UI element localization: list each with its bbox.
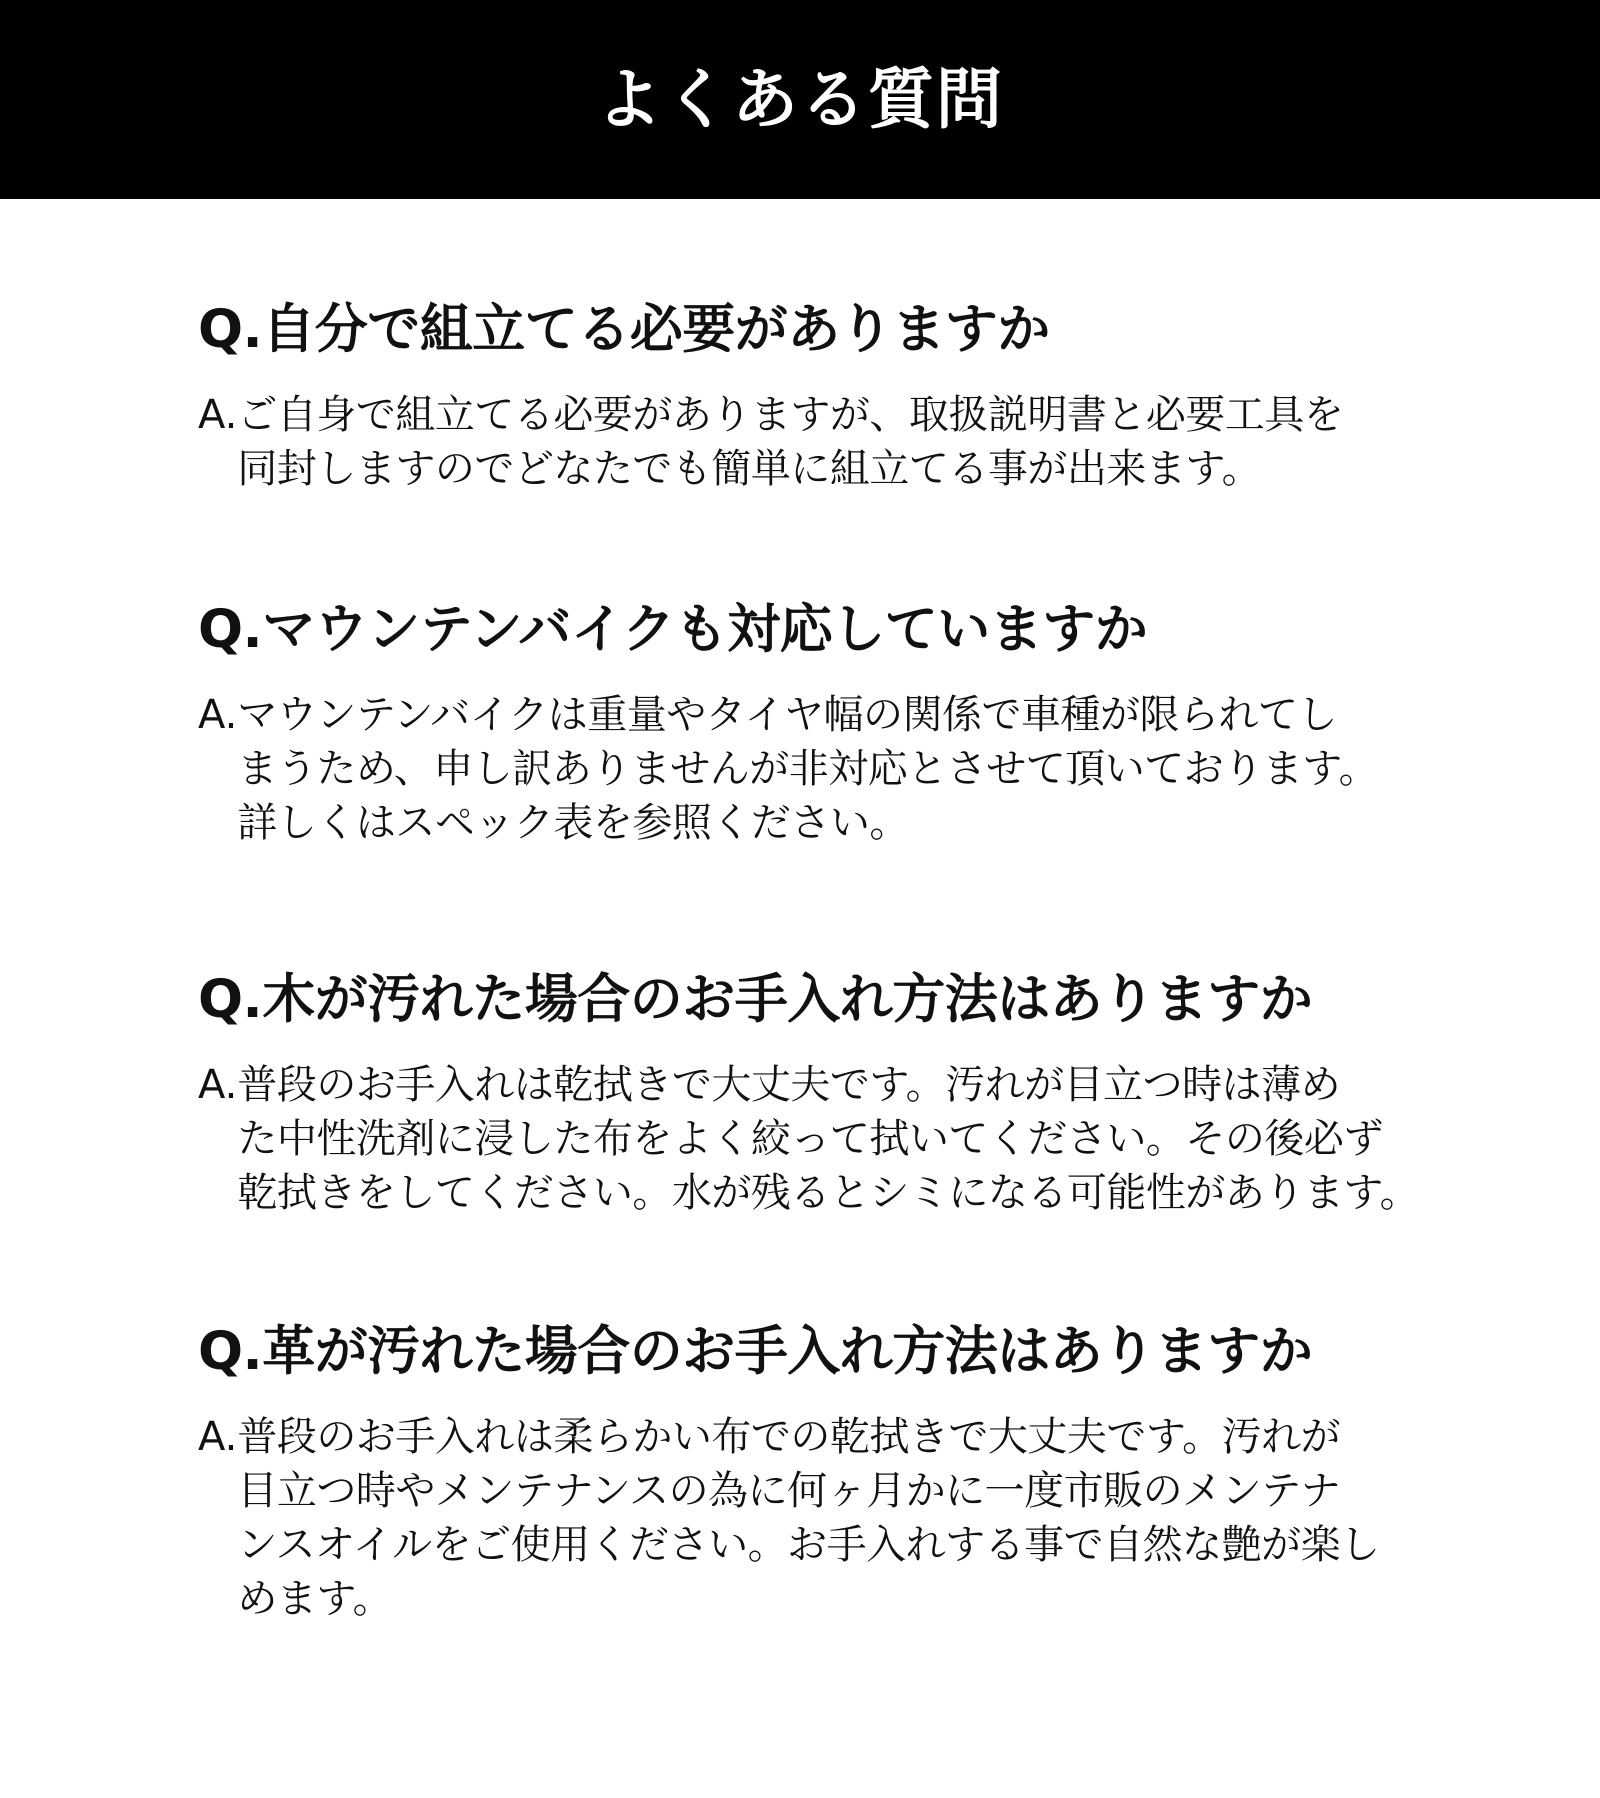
answer-prefix: A.	[198, 1061, 238, 1108]
answer-text	[237, 1410, 1418, 1626]
faq-item	[198, 968, 1418, 1220]
answer-prefix: A.	[198, 1413, 238, 1460]
answer-line: ンスオイルをご使用ください。お手入れする事で自然な艶が楽し	[237, 1521, 1380, 1568]
answer-line: た中性洗剤に浸した布をよく絞って拭いてください。その後必ず	[237, 1115, 1383, 1162]
faq-question: Q.自分で組立てる必要がありますか	[198, 299, 1050, 360]
faq-item	[198, 298, 1418, 496]
answer-prefix: A.	[198, 391, 238, 438]
faq-question: Q.マウンテンバイクも対応していますか	[198, 599, 1148, 660]
faq-answer	[198, 388, 1418, 496]
answer-line: 詳しくはスペック表を参照ください。	[237, 799, 909, 846]
faq-answer	[198, 1410, 1418, 1626]
faq-question: Q.革が汚れた場合のお手入れ方法はありますか	[198, 1321, 1313, 1382]
answer-line: ご自身で組立てる必要がありますが、取扱説明書と必要工具を	[237, 391, 1344, 438]
answer-prefix: A.	[198, 691, 238, 738]
answer-line: まうため、申し訳ありませんが非対応とさせて頂いております。	[237, 745, 1379, 792]
faq-question: Q.木が汚れた場合のお手入れ方法はありますか	[198, 969, 1313, 1030]
answer-line: 目立つ時やメンテナンスの為に何ヶ月かに一度市販のメンテナ	[237, 1467, 1341, 1514]
answer-line: めます。	[237, 1575, 393, 1622]
faq-item	[198, 1320, 1418, 1626]
page-title: よくある質問	[596, 60, 1004, 138]
faq-answer	[198, 688, 1418, 850]
answer-line: 普段のお手入れは柔らかい布での乾拭きで大丈夫です。汚れが	[237, 1413, 1341, 1460]
answer-text	[237, 1058, 1419, 1220]
answer-text	[237, 388, 1418, 496]
answer-line: マウンテンバイクは重量やタイヤ幅の関係で車種が限られてし	[237, 691, 1337, 738]
header-bar	[0, 0, 1600, 199]
faq-item	[198, 598, 1418, 850]
answer-line: 同封しますのでどなたでも簡単に組立てる事が出来ます。	[237, 445, 1262, 492]
answer-text	[237, 688, 1418, 850]
answer-line: 普段のお手入れは乾拭きで大丈夫です。汚れが目立つ時は薄め	[237, 1061, 1341, 1108]
faq-answer	[198, 1058, 1418, 1220]
answer-line: 乾拭きをしてください。水が残るとシミになる可能性があります。	[237, 1169, 1420, 1216]
